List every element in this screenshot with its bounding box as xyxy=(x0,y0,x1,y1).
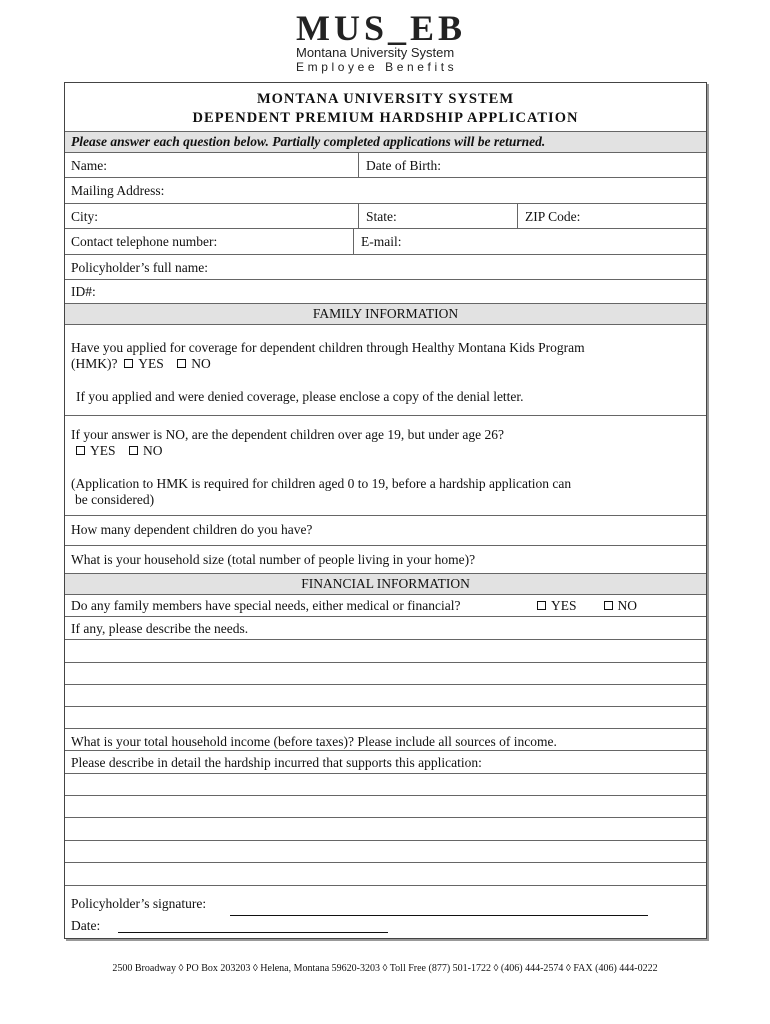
hmk-question-line1: Have you applied for coverage for dependent children through Healthy Montana Kids Program xyxy=(71,340,585,355)
hmk-question-row xyxy=(65,325,706,416)
city-row xyxy=(65,204,706,229)
hardship-question: Please describe in detail the hardship incurred that supports this application: xyxy=(71,755,482,770)
age-no-label: NO xyxy=(143,443,163,458)
name-field-label: Name: xyxy=(71,158,107,173)
hmk-yes-label: YES xyxy=(138,356,164,371)
hardship-blank-line-4[interactable] xyxy=(65,841,706,863)
hmk-question-prefix: (HMK)? xyxy=(71,356,118,371)
financial-header-row xyxy=(65,574,706,595)
date-line[interactable] xyxy=(118,932,388,933)
needs-blank-line-1[interactable] xyxy=(65,640,706,663)
logo-line1: Montana University System xyxy=(296,45,455,60)
hmk-denial-note: If you applied and were denied coverage, please enclose a copy of the denial letter. xyxy=(76,389,524,404)
city-field-label: City: xyxy=(71,209,99,224)
signature-line[interactable] xyxy=(230,915,648,916)
footer-contact: 2500 Broadway ◊ PO Box 203203 ◊ Helena, Montana 59620-3203 ◊ Toll Free (877) 501-1722 ◊ (406) 444-2574 ◊ FAX (406) 444-0222 xyxy=(112,963,658,974)
needs-blank-line-2[interactable] xyxy=(65,663,706,685)
signature-label: Policyholder’s signature: xyxy=(71,896,207,911)
phone-field-label: Contact telephone number: xyxy=(71,234,218,249)
needs-yes-label: YES xyxy=(551,598,577,613)
age-question-row xyxy=(65,416,706,516)
age-options xyxy=(76,443,163,459)
income-row xyxy=(65,729,706,751)
hmk-yes-checkbox[interactable] xyxy=(124,359,133,368)
age-note-line2: be considered) xyxy=(75,492,155,507)
instructions-text: Please answer each question below. Partially completed applications will be returned. xyxy=(71,134,546,149)
needs-blank-line-4[interactable] xyxy=(65,707,706,729)
logo-mark: MUS_EB xyxy=(296,8,467,48)
id-field-label: ID#: xyxy=(71,284,96,299)
form-title-line2: DEPENDENT PREMIUM HARDSHIP APPLICATION xyxy=(192,110,579,126)
household-row xyxy=(65,546,706,574)
hmk-question-line2 xyxy=(71,356,211,372)
hardship-blank-line-3[interactable] xyxy=(65,818,706,841)
describe-needs-label: If any, please describe the needs. xyxy=(71,621,249,636)
name-row xyxy=(65,153,706,178)
age-no-checkbox[interactable] xyxy=(129,446,138,455)
id-row xyxy=(65,280,706,304)
form-title-line1: MONTANA UNIVERSITY SYSTEM xyxy=(256,91,515,107)
instructions-row xyxy=(65,132,706,153)
hmk-no-label: NO xyxy=(191,356,211,371)
phone-row xyxy=(65,229,706,255)
signature-row xyxy=(65,886,706,938)
logo xyxy=(296,10,476,74)
financial-header: FINANCIAL INFORMATION xyxy=(301,576,470,591)
zip-field-label: ZIP Code: xyxy=(525,209,581,224)
date-label: Date: xyxy=(71,918,101,933)
family-header: FAMILY INFORMATION xyxy=(312,306,459,321)
hardship-blank-line-5[interactable] xyxy=(65,863,706,886)
household-question: What is your household size (total number of people living in your home)? xyxy=(71,552,476,567)
special-needs-row xyxy=(65,595,706,617)
state-field-label: State: xyxy=(366,209,397,224)
special-needs-question: Do any family members have special needs, either medical or financial? xyxy=(71,598,461,613)
hardship-blank-line-2[interactable] xyxy=(65,796,706,818)
age-yes-label: YES xyxy=(90,443,116,458)
policyholder-row xyxy=(65,255,706,280)
form-title-block xyxy=(65,83,706,132)
email-field-label: E-mail: xyxy=(361,234,402,249)
mailing-field-label: Mailing Address: xyxy=(71,183,165,198)
application-form xyxy=(64,82,707,939)
hardship-row xyxy=(65,751,706,774)
hmk-no-checkbox[interactable] xyxy=(177,359,186,368)
logo-line2: Employee Benefits xyxy=(296,60,458,74)
dob-field-label: Date of Birth: xyxy=(366,158,441,173)
age-question: If your answer is NO, are the dependent children over age 19, but under age 26? xyxy=(71,427,504,442)
age-yes-checkbox[interactable] xyxy=(76,446,85,455)
needs-no-label: NO xyxy=(617,598,638,613)
policyholder-field-label: Policyholder’s full name: xyxy=(71,260,208,275)
dependents-row xyxy=(65,516,706,546)
describe-needs-row xyxy=(65,617,706,640)
needs-yes-checkbox[interactable] xyxy=(537,601,546,610)
dependents-question: How many dependent children do you have? xyxy=(71,522,313,537)
hardship-blank-line-1[interactable] xyxy=(65,774,706,796)
special-needs-options xyxy=(537,598,637,614)
income-question: What is your total household income (before taxes)? Please include all sources of income. xyxy=(71,734,557,749)
needs-no-checkbox[interactable] xyxy=(604,601,613,610)
family-header-row xyxy=(65,304,706,325)
age-note-line1: (Application to HMK is required for children aged 0 to 19, before a hardship application can xyxy=(71,476,572,491)
needs-blank-line-3[interactable] xyxy=(65,685,706,707)
mailing-row xyxy=(65,178,706,204)
